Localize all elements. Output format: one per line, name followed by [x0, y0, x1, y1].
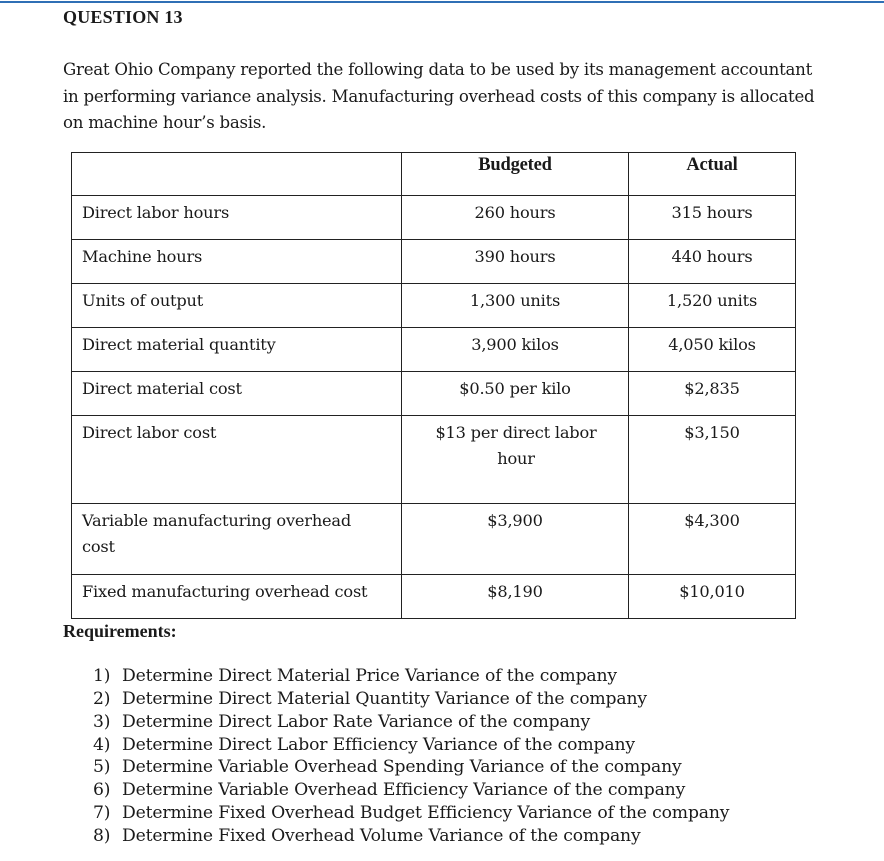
- question-title: QUESTION 13: [63, 7, 183, 27]
- row-label: Units of output: [82, 291, 204, 310]
- table-row: [72, 416, 796, 504]
- item-number: 4): [93, 734, 111, 755]
- item-text: Determine Variable Overhead Efficiency Variance of the company: [122, 780, 686, 801]
- list-item: [93, 802, 729, 825]
- requirements-list: [93, 665, 729, 848]
- item-number: 2): [93, 688, 111, 709]
- list-item: [93, 825, 729, 848]
- row-label: Variable manufacturing overhead cost: [82, 511, 352, 556]
- table-row: [72, 328, 796, 372]
- row-label: Direct labor hours: [82, 203, 230, 222]
- item-text: Determine Direct Material Quantity Variance of the company: [122, 688, 647, 709]
- item-number: 6): [93, 780, 111, 801]
- actual-value: $3,150: [684, 423, 740, 442]
- item-text: Determine Direct Labor Efficiency Variance of the company: [122, 734, 635, 755]
- item-number: 8): [93, 825, 111, 846]
- item-number: 3): [93, 711, 111, 732]
- row-label: Direct material quantity: [82, 335, 276, 354]
- item-number: 1): [93, 666, 111, 686]
- actual-value: 1,520 units: [666, 291, 758, 310]
- top-divider: [0, 1, 884, 3]
- table-header-row: [72, 153, 796, 196]
- row-label: Direct material cost: [82, 379, 242, 398]
- table-row: [72, 284, 796, 328]
- requirements-heading: Requirements:: [63, 621, 177, 641]
- table-row: [72, 372, 796, 416]
- item-number: 7): [93, 803, 111, 824]
- item-number: 5): [93, 757, 111, 778]
- actual-value: 440 hours: [671, 247, 753, 266]
- actual-value: 315 hours: [671, 203, 753, 222]
- budgeted-value: $0.50 per kilo: [459, 379, 571, 398]
- intro-line: on machine hour’s basis.: [63, 113, 267, 132]
- actual-value: 4,050 kilos: [668, 335, 756, 354]
- intro-line: in performing variance analysis. Manufacturing overhead costs of this company is allocated: [63, 86, 815, 106]
- intro-paragraph: [63, 57, 853, 137]
- header-budgeted: Budgeted: [402, 153, 629, 196]
- budgeted-value: $8,190: [487, 582, 543, 601]
- header-blank: [72, 153, 402, 196]
- budgeted-value: $13 per direct labor hour: [435, 423, 597, 468]
- row-label: Fixed manufacturing overhead cost: [82, 582, 368, 601]
- list-item: [93, 688, 729, 711]
- item-text: Determine Direct Labor Rate Variance of the company: [122, 711, 591, 732]
- actual-value: $10,010: [679, 582, 745, 601]
- item-text: Determine Fixed Overhead Volume Variance of the company: [122, 825, 641, 846]
- budgeted-value: 1,300 units: [469, 291, 561, 310]
- item-text: Determine Variable Overhead Spending Variance of the company: [122, 757, 682, 778]
- item-text: Determine Direct Material Price Variance of the company: [122, 666, 617, 686]
- list-item: [93, 711, 729, 734]
- budgeted-value: $3,900: [487, 511, 543, 530]
- budgeted-value: 3,900 kilos: [471, 335, 559, 354]
- actual-value: $2,835: [684, 379, 740, 398]
- table-row: [72, 504, 796, 575]
- intro-line: Great Ohio Company reported the following data to be used by its management accountant: [63, 60, 812, 79]
- budgeted-value: 390 hours: [474, 247, 556, 266]
- actual-value: $4,300: [684, 511, 740, 530]
- table-row: [72, 196, 796, 240]
- item-text: Determine Fixed Overhead Budget Efficiency Variance of the company: [122, 803, 730, 824]
- table-row: [72, 575, 796, 619]
- variance-data-table: [71, 152, 796, 619]
- row-label: Direct labor cost: [82, 423, 217, 442]
- row-label: Machine hours: [82, 247, 203, 266]
- list-item: [93, 779, 729, 802]
- header-actual: Actual: [629, 153, 796, 196]
- budgeted-value: 260 hours: [474, 203, 556, 222]
- list-item: [93, 756, 729, 779]
- table-row: [72, 240, 796, 284]
- list-item: [93, 665, 729, 688]
- list-item: [93, 734, 729, 757]
